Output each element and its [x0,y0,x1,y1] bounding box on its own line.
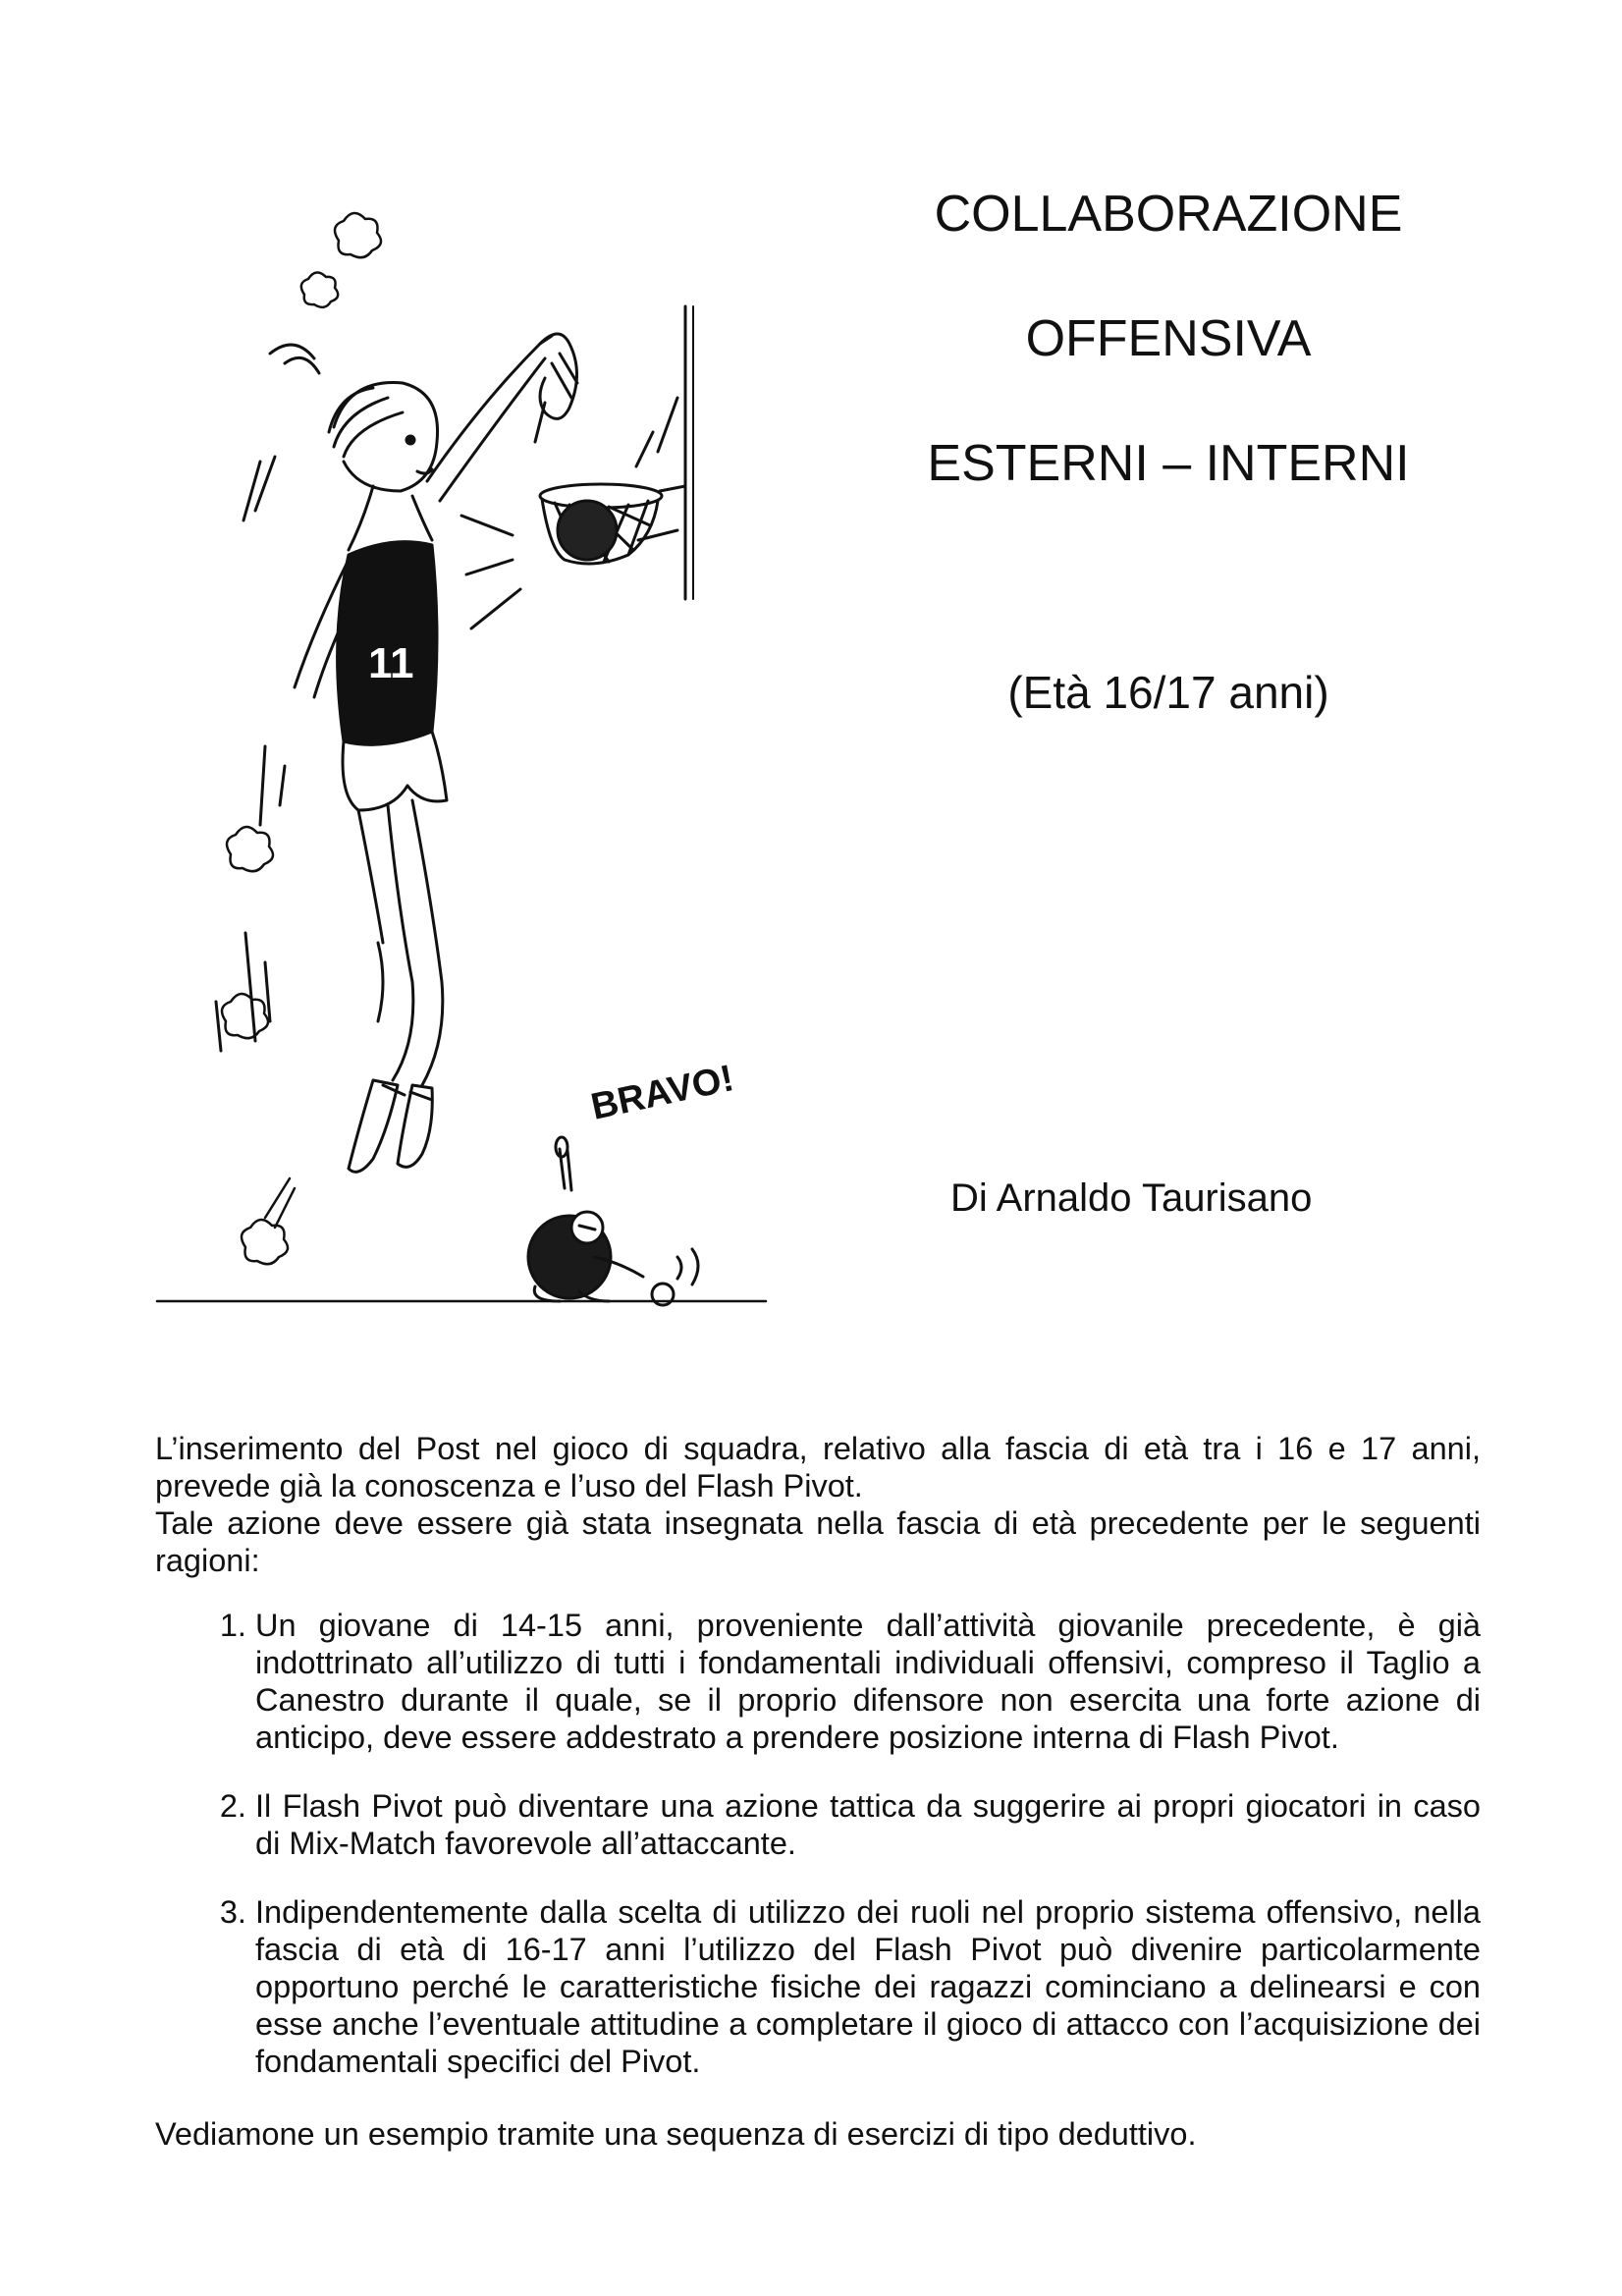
intro-paragraph-1: L’inserimento del Post nel gioco di squadra, relativo alla fascia di età tra i 16 e 17 anni, prevede già la conoscenza e l’uso del Flash Pivot. [155,1431,1481,1503]
list-item: 3. Indipendentemente dalla scelta di utilizzo dei ruoli nel proprio sistema offensivo, nella fascia di età di 16-17 anni l’utilizzo del Flash Pivot può divenire particolarmente opportuno perché le caratteristiche fisiche dei ragazzi cominciano a delinearsi e con esse anche l’eventuale attitudine a completare il gioco di attacco con l’acquisizione dei fondamentali specifici del Pivot. [255,1893,1481,2080]
author-line: Di Arnaldo Taurisano [950,1176,1313,1220]
document-title [864,187,1473,562]
list-item: 1. Un giovane di 14-15 anni, proveniente dall’attività giovanile precedente, è già indottrinato all’utilizzo di tutti i fondamentali individuali offensivi, compreso il Taglio a Canestro durante il quale, se il proprio difensore non esercita una forte azione di anticipo, deve essere addestrato a prendere posizione interna di Flash Pivot. [255,1607,1481,1756]
player-figure [216,334,577,1172]
basketball-hoop [461,306,693,629]
closing-paragraph: Vediamone un esempio tramite una sequenza di esercizi di tipo deduttivo. [155,2116,1197,2152]
coach-figure [528,1137,698,1301]
jersey-number: 11 [368,639,414,687]
subtitle-age: (Età 16/17 anni) [1007,667,1329,718]
list-item: 2. Il Flash Pivot può diventare una azione tattica da suggerire ai propri giocatori in caso di Mix-Match favorevole all’attaccante. [255,1787,1481,1862]
title-line-1: COLLABORAZIONE [934,186,1403,243]
document-body [155,1430,1481,2153]
title-line-2: OFFENSIVA [1025,310,1312,368]
intro-paragraph-2: Tale azione deve essere già stata insegnata nella fascia di età precedente per le seguenti ragioni: [155,1505,1481,1578]
ball-in-hoop [558,501,617,560]
reasons-list [155,1607,1481,2080]
title-line-3: ESTERNI – INTERNI [927,435,1410,493]
basketball-player-dunk-illustration [147,196,776,1326]
bravo-caption: BRAVO! [587,1058,737,1128]
